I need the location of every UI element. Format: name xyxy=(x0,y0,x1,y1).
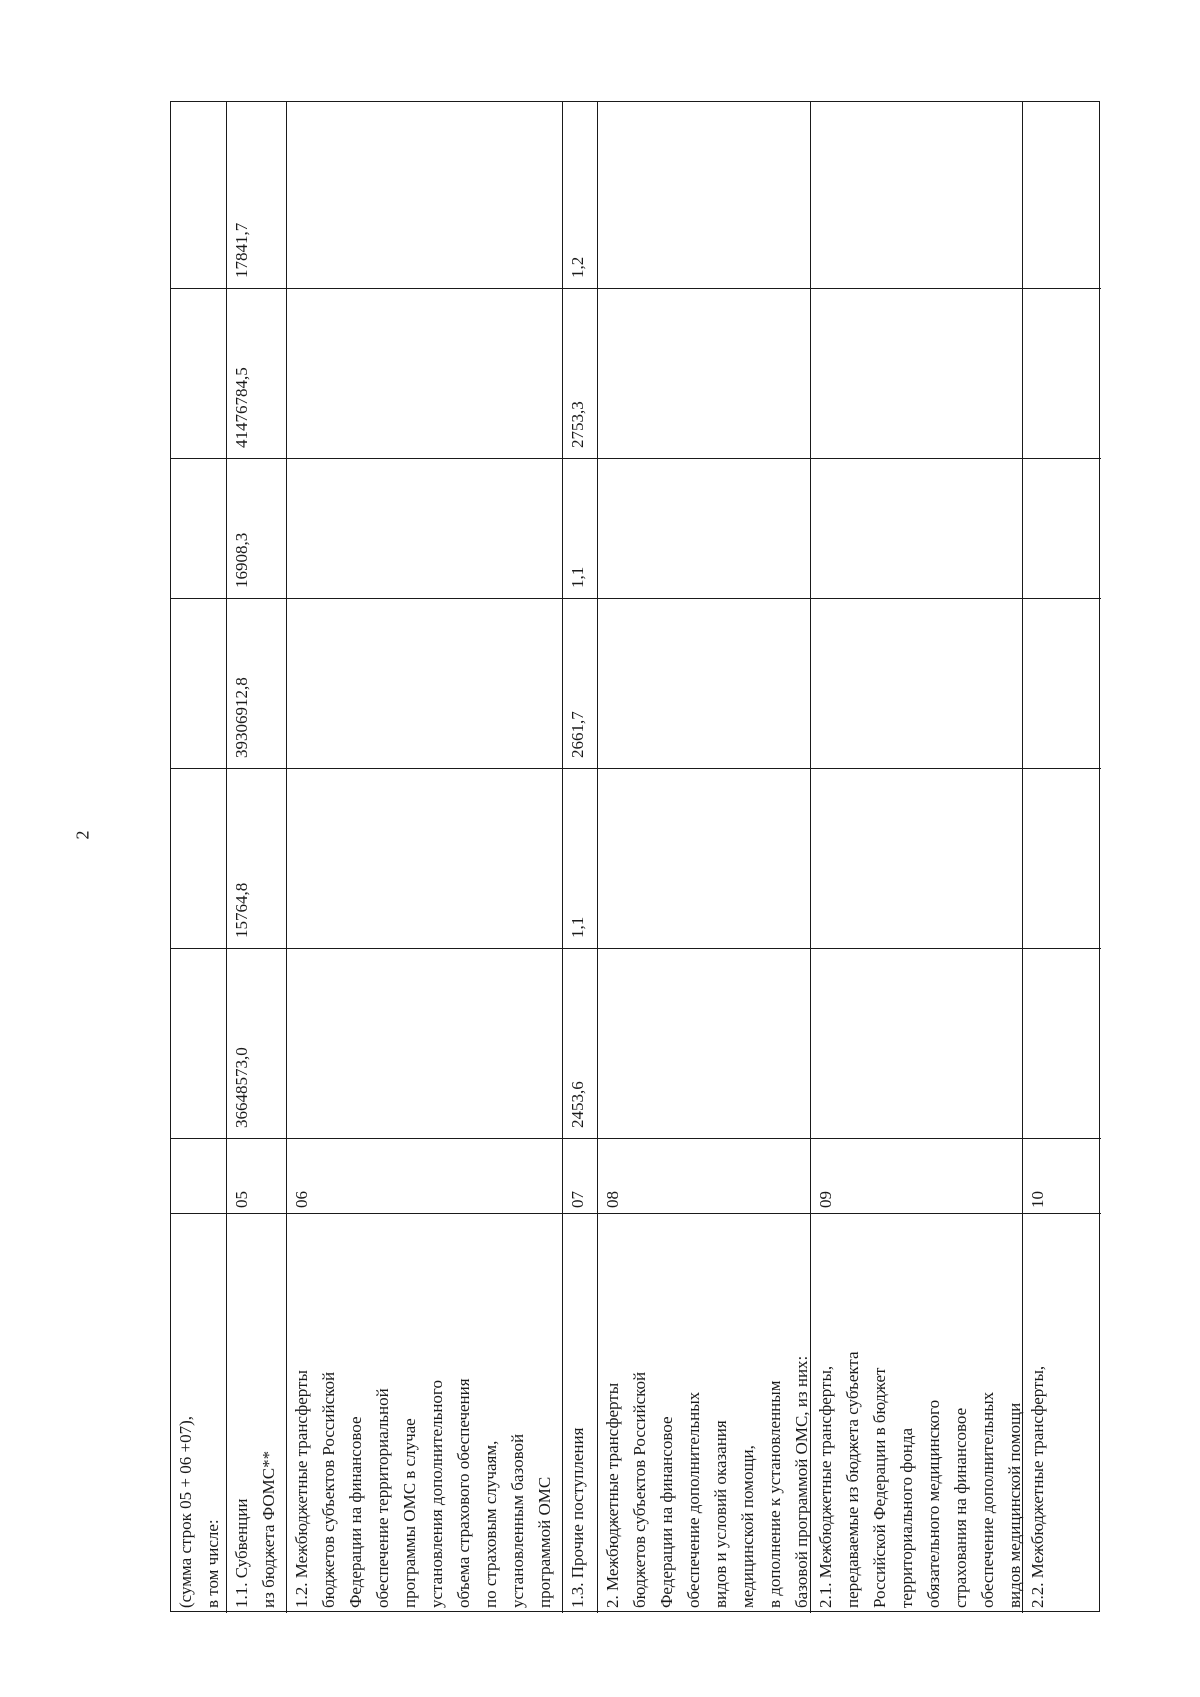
value-cell xyxy=(287,768,562,948)
row-name-line: обязательного медицинского xyxy=(924,1399,943,1608)
page-number: 2 xyxy=(72,830,93,840)
row-name xyxy=(811,1213,1022,1613)
value-cell: 15764,8 xyxy=(227,768,286,948)
row-name-line: видов и условий оказания xyxy=(711,1420,730,1608)
row-name-line: территориального фонда xyxy=(897,1427,916,1608)
row-name-line: установления дополнительного xyxy=(427,1380,446,1608)
value-cell xyxy=(598,288,810,458)
value-cell xyxy=(171,598,226,768)
value-cell xyxy=(171,948,226,1138)
row-name-line: 1.3. Прочие поступления xyxy=(568,1427,587,1608)
value-cell xyxy=(598,598,810,768)
row-name-line: 2.2. Межбюджетные трансферты, xyxy=(1028,1365,1047,1608)
row-name xyxy=(598,1213,810,1613)
row-name-line: медицинской помощи, xyxy=(738,1445,757,1608)
row-name-line: 2. Межбюджетные трансферты xyxy=(603,1382,622,1608)
row-name-line: установленным базовой xyxy=(508,1433,527,1608)
table-row xyxy=(598,102,811,1613)
value-cell xyxy=(811,948,1022,1138)
row-name-line: страхования на финансовое xyxy=(951,1407,970,1608)
row-name-line: базовой программой ОМС, из них: xyxy=(792,1355,811,1608)
value-cell xyxy=(287,288,562,458)
value-cell xyxy=(287,102,562,288)
value-cell: 17841,7 xyxy=(232,222,251,278)
row-name-line: бюджетов субъектов Российской xyxy=(319,1371,338,1608)
table-row xyxy=(811,102,1023,1613)
value-cell: 39306912,8 xyxy=(227,598,286,768)
value-cell xyxy=(287,948,562,1138)
row-name-line: 1.2. Межбюджетные трансферты xyxy=(292,1370,311,1608)
value-cell xyxy=(171,288,226,458)
value-cell: 2453,6 xyxy=(563,948,597,1138)
row-code: 08 xyxy=(598,1138,810,1213)
value-cell xyxy=(171,458,226,598)
table-row xyxy=(171,102,227,1613)
row-name-line: из бюджета ФОМС** xyxy=(259,1450,278,1608)
value-cell xyxy=(171,102,226,288)
budget-table xyxy=(170,101,1100,1612)
value-cell xyxy=(1023,768,1101,948)
value-cell: 41476784,5 xyxy=(227,288,286,458)
row-code: 07 xyxy=(563,1138,597,1213)
value-cell xyxy=(811,288,1022,458)
row-code: 10 xyxy=(1023,1138,1101,1213)
value-cell xyxy=(287,458,562,598)
row-name-line: бюджетов субъектов Российской xyxy=(630,1371,649,1608)
value-cell xyxy=(287,598,562,768)
table-row xyxy=(287,102,563,1613)
row-name-line: Российской Федерации в бюджет xyxy=(870,1367,889,1608)
row-name-line: Федерации на финансовое xyxy=(346,1416,365,1608)
table-row xyxy=(227,102,287,1613)
row-code: 05 xyxy=(227,1138,286,1213)
value-cell xyxy=(598,948,810,1138)
row-name-line: (сумма строк 05 + 06 +07), xyxy=(176,1416,195,1608)
value-cell: 1,2 xyxy=(568,256,587,278)
row-name-line: по страховым случаям, xyxy=(481,1440,500,1608)
value-cell xyxy=(171,768,226,948)
row-code: 06 xyxy=(287,1138,562,1213)
table-row xyxy=(1023,102,1101,1613)
row-name xyxy=(227,1213,286,1613)
value-cell xyxy=(1023,598,1101,768)
value-cell xyxy=(598,768,810,948)
row-name-line: 2.1. Межбюджетные трансферты, xyxy=(816,1365,835,1608)
table-row xyxy=(563,102,598,1613)
row-name-line: видов медицинской помощи xyxy=(1005,1402,1024,1608)
value-cell xyxy=(811,458,1022,598)
row-name-line: объема страхового обеспечения xyxy=(454,1378,473,1608)
value-cell: 1,1 xyxy=(563,458,597,598)
value-cell: 16908,3 xyxy=(227,458,286,598)
value-cell: 36648573,0 xyxy=(227,948,286,1138)
row-name-line: обеспечение дополнительных xyxy=(684,1391,703,1608)
value-cell: 2661,7 xyxy=(563,598,597,768)
row-name-line: в дополнение к установленным xyxy=(765,1380,784,1608)
value-cell: 2753,3 xyxy=(563,288,597,458)
value-cell: 1,1 xyxy=(563,768,597,948)
value-cell xyxy=(811,768,1022,948)
row-name xyxy=(287,1213,562,1613)
row-name xyxy=(563,1213,597,1613)
row-name-line: 1.1. Субвенции xyxy=(232,1498,251,1608)
row-name xyxy=(1023,1213,1101,1613)
row-name-line: передаваемые из бюджета субъекта xyxy=(843,1351,862,1608)
value-cell xyxy=(811,102,1022,288)
value-cell xyxy=(1023,458,1101,598)
table-body xyxy=(171,102,1101,1613)
value-cell xyxy=(1023,102,1101,288)
row-name xyxy=(171,1213,226,1613)
row-code xyxy=(171,1138,226,1213)
value-cell xyxy=(1023,288,1101,458)
value-cell xyxy=(811,598,1022,768)
value-cell xyxy=(1023,948,1101,1138)
row-name-line: программой ОМС xyxy=(535,1476,554,1608)
row-name-line: в том числе: xyxy=(203,1519,222,1608)
row-name-line: обеспечение дополнительных xyxy=(978,1391,997,1608)
value-cell xyxy=(598,458,810,598)
row-name-line: обеспечение территориальной xyxy=(373,1388,392,1608)
row-code: 09 xyxy=(811,1138,1022,1213)
value-cell xyxy=(598,102,810,288)
row-name-line: программы ОМС в случае xyxy=(400,1418,419,1608)
row-name-line: Федерации на финансовое xyxy=(657,1416,676,1608)
